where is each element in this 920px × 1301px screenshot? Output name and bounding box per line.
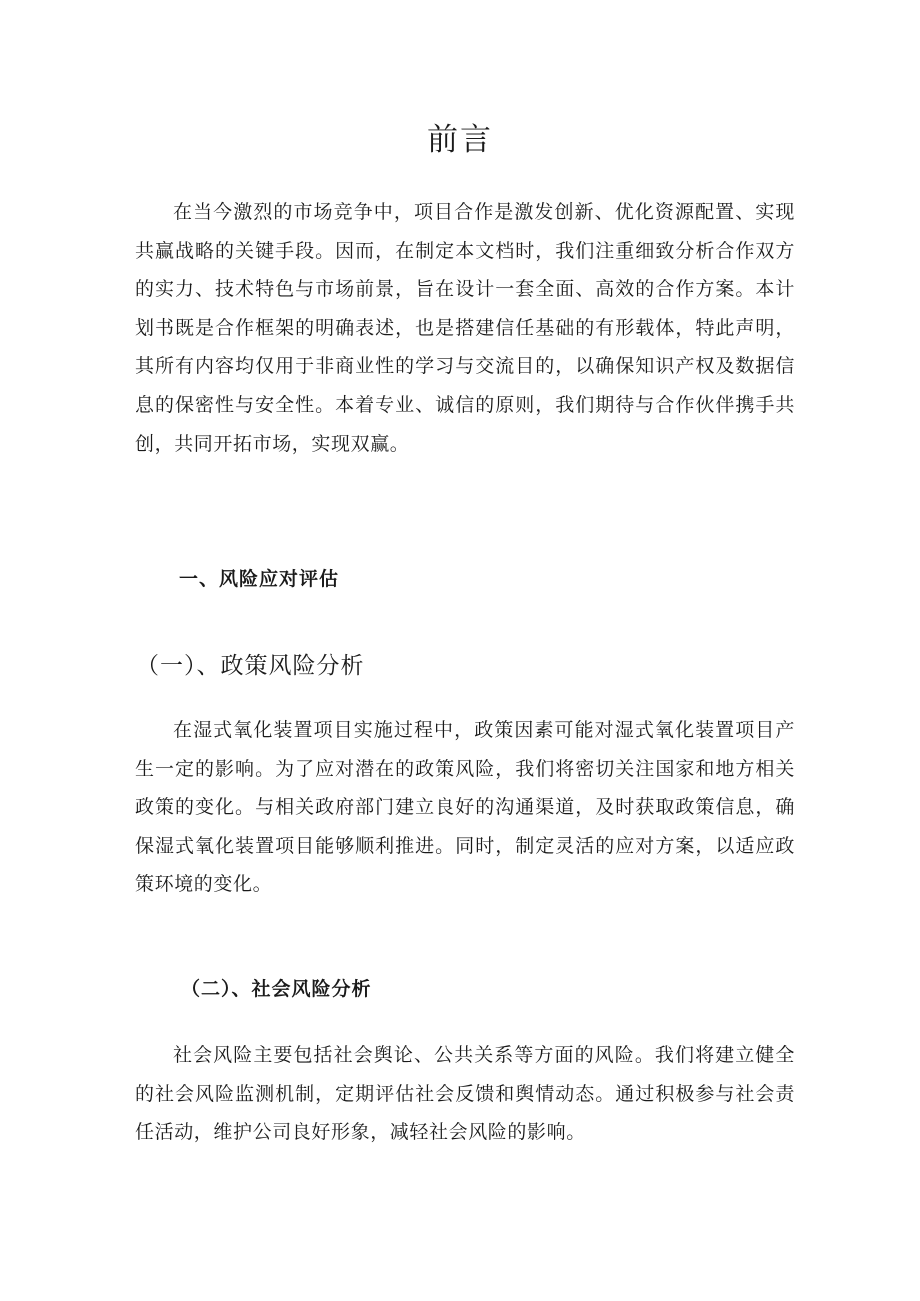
social-risk-paragraph: 社会风险主要包括社会舆论、公共关系等方面的风险。我们将建立健全的社会风险监测机制，定期评估社会反馈和舆情动态。通过积极参与社会责任活动，维护公司良好形象，减轻社会风险的影响。 xyxy=(135,1044,795,1144)
subsection-heading-policy-risk: （一）、政策风险分析 xyxy=(136,653,365,679)
subsection-heading-social-risk: （二）、社会风险分析 xyxy=(181,978,372,1000)
intro-paragraph: 在当今激烈的市场竞争中，项目合作是激发创新、优化资源配置、实现共赢战略的关键手段。因而，在制定本文档时，我们注重细致分析合作双方的实力、技术特色与市场前景，旨在设计一套全面、高效的合作方案。本计划书既是合作框架的明确表述，也是搭建信任基础的有形载体，特此声明，其所有内容均仅用于非商业性的学习与交流目的，以确保知识产权及数据信息的保密性与安全性。本着专业、诚信的原则，我们期待与合作伙伴携手共创，共同开拓市场，实现双赢。 xyxy=(135,201,795,455)
section-heading-risk-assessment: 一、风险应对评估 xyxy=(179,568,340,590)
page-title: 前言 xyxy=(427,122,493,158)
policy-risk-paragraph: 在湿式氧化装置项目实施过程中，政策因素可能对湿式氧化装置项目产生一定的影响。为了应对潜在的政策风险，我们将密切关注国家和地方相关政策的变化。与相关政府部门建立良好的沟通渠道，及时获取政策信息，确保湿式氧化装置项目能够顺利推进。同时，制定灵活的应对方案，以适应政策环境的变化。 xyxy=(135,719,795,896)
